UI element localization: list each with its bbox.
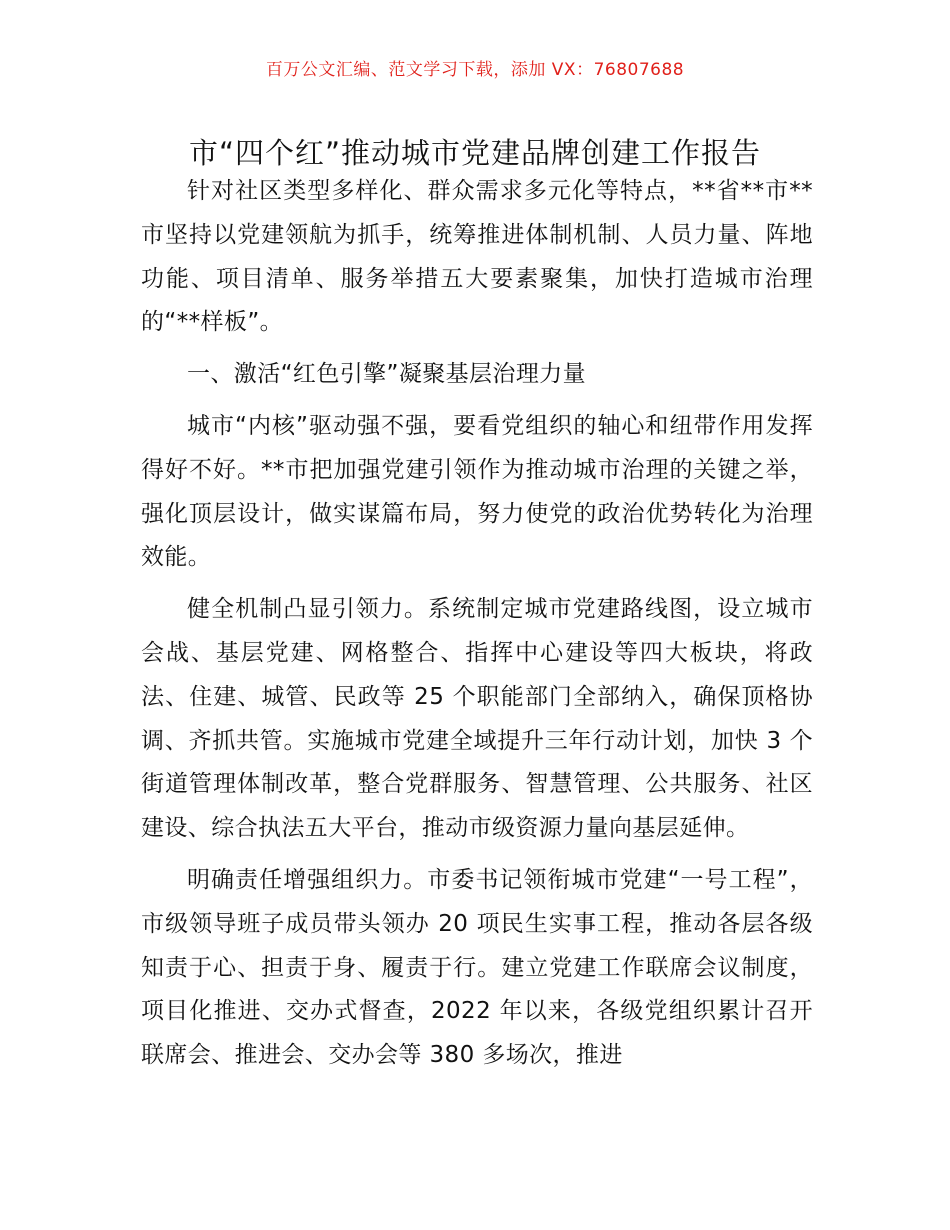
intro-paragraph: 针对社区类型多样化、群众需求多元化等特点，**省**市**市坚持以党建领航为抓手，统筹推进体制机制、人员力量、阵地功能、项目清单、服务举措五大要素聚集，加快打造城市治理的“**样板”。: [141, 178, 813, 336]
section1-paragraph-mechanism: 健全机制凸显引领力。系统制定城市党建路线图，设立城市会战、基层党建、网格整合、指挥中心建设等四大板块，将政法、住建、城管、民政等 25 个职能部门全部纳入，确保顶格协调、齐抓共管。实施城市党建全域提升三年行动计划，加快 3 个街道管理体制改革，整合党群服务、智慧管理、公共服务、社区建设、综合执法五大平台，推动市级资源力量向基层延伸。: [141, 596, 813, 842]
section1-paragraph-responsibility: 明确责任增强组织力。市委书记领衔城市党建“一号工程”，市级领导班子成员带头领办 20 项民生实事工程，推动各层各级知责于心、担责于身、履责于行。建立党建工作联席会议制度，项目化推进、交办式督查，2022 年以来，各级党组织累计召开联席会、推进会、交办会等 380 多场次，推进: [141, 866, 813, 1069]
section1-intro-paragraph: 城市“内核”驱动强不强，要看党组织的轴心和纽带作用发挥得好不好。**市把加强党建引领作为推动城市治理的关键之举，强化顶层设计，做实谋篇布局，努力使党的政治优势转化为治理效能。: [141, 412, 813, 571]
section-heading-1: 一、激活“红色引擎”凝聚基层治理力量: [187, 361, 587, 388]
page-title: 市“四个红”推动城市党建品牌创建工作报告: [188, 136, 762, 171]
document-body: [141, 170, 813, 1078]
watermark-header: 百万公文汇编、范文学习下载，添加 VX：76807688: [265, 60, 685, 80]
